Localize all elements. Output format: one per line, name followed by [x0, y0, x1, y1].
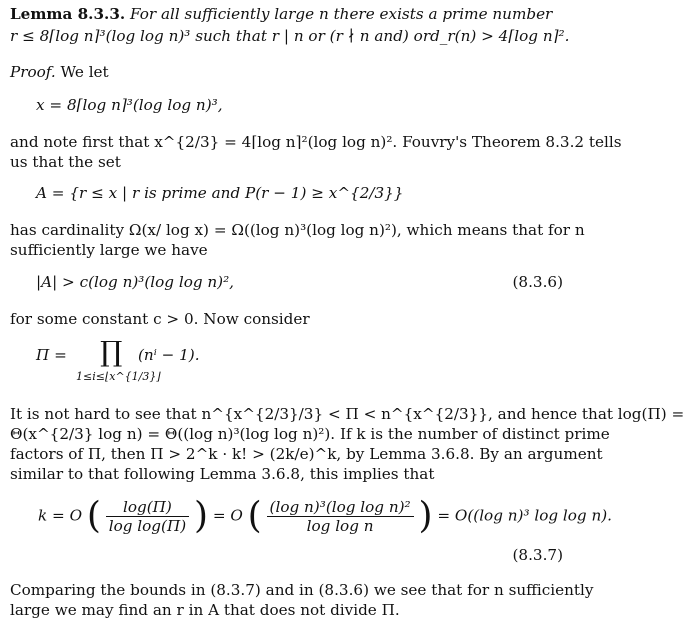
hard-line-2: Θ(x^{2/3} log n) = Θ((log n)³(log log n)²). If k is the number of distinct prime — [10, 425, 610, 443]
equation-k-rhs: = O((log n)³ log log n). — [437, 506, 613, 525]
fraction-log-n — [267, 498, 414, 535]
fraction-log-n-denominator: log log n — [306, 517, 374, 535]
constant-line: for some constant c > 0. Now consider — [10, 310, 310, 328]
equation-x: x = 8⌈log n⌉³(log log n)³, — [36, 96, 223, 114]
equation-k: k = O ( $\frac{\log(\Pi)}{\text{log log(Π)}}$ ) = O ( $\frac{\text{(log n)³(log log n)²}}{\text{log log n}}$ ) = O((log n)³ log log n). — [38, 495, 613, 537]
proof-label: Proof. — [10, 63, 56, 81]
hard-line-3: factors of Π, then Π > 2^k · k! > (2k/e)^k, by Lemma 3.6.8. By an argument — [10, 445, 603, 463]
equation-number-8-3-6: (8.3.6) — [512, 273, 563, 291]
proof-we-let: We let — [60, 63, 109, 81]
hard-line-1: It is not hard to see that n^{x^{2/3}/3} < Π < n^{x^{2/3}}, and hence that log(Π) = — [10, 405, 684, 423]
fraction-log-pi-numerator: log(Π) — [106, 498, 189, 517]
equation-A-bound: |A| > c(log n)³(log log n)², — [36, 273, 235, 291]
cardinality-line-1: has cardinality Ω(x/ log x) = Ω((log n)³(log log n)²), which means that for n — [10, 221, 585, 239]
note-line-2: us that the set — [10, 153, 121, 171]
fraction-log-n-numerator: (log n)³(log log n)² — [267, 498, 414, 517]
product-symbol: ∏ — [100, 335, 123, 368]
equation-number-8-3-7: (8.3.7) — [512, 546, 563, 564]
hard-line-4: similar to that following Lemma 3.6.8, this implies that — [10, 465, 435, 483]
note-line-1: and note first that x^{2/3} = 4⌈log n⌉²(log log n)². Fouvry's Theorem 8.3.2 tells — [10, 133, 622, 151]
conclusion-line-1: Comparing the bounds in (8.3.7) and in (8.3.6) we see that for n sufficiently — [10, 581, 594, 599]
lemma-statement-2: r ≤ 8⌈log n⌉³(log log n)³ such that r | n or (r ∤ n and) ord_r(n) > 4⌈log n⌉². — [10, 27, 570, 45]
product-index: 1≤i≤⌊x^{1/3}⌋ — [76, 370, 161, 383]
fraction-log-pi — [106, 498, 189, 535]
equation-pi-term: (nⁱ − 1). — [138, 346, 200, 364]
proof-line-1 — [10, 62, 109, 82]
lemma-line-1 — [10, 4, 552, 24]
equation-k-mid: = O — [212, 506, 243, 525]
lemma-label: Lemma 8.3.3. — [10, 5, 126, 23]
lemma-statement-1: For all sufficiently large n there exists a prime number — [130, 5, 553, 23]
cardinality-line-2: sufficiently large we have — [10, 241, 208, 259]
conclusion-line-2: large we may find an r in A that does not divide Π. — [10, 601, 400, 619]
equation-set-A: A = {r ≤ x | r is prime and P(r − 1) ≥ x^{2/3}} — [36, 184, 404, 202]
equation-pi-lhs: Π = — [36, 346, 67, 364]
fraction-log-pi-denominator: log log(Π) — [108, 517, 187, 535]
equation-k-lhs: k = O — [38, 506, 83, 525]
